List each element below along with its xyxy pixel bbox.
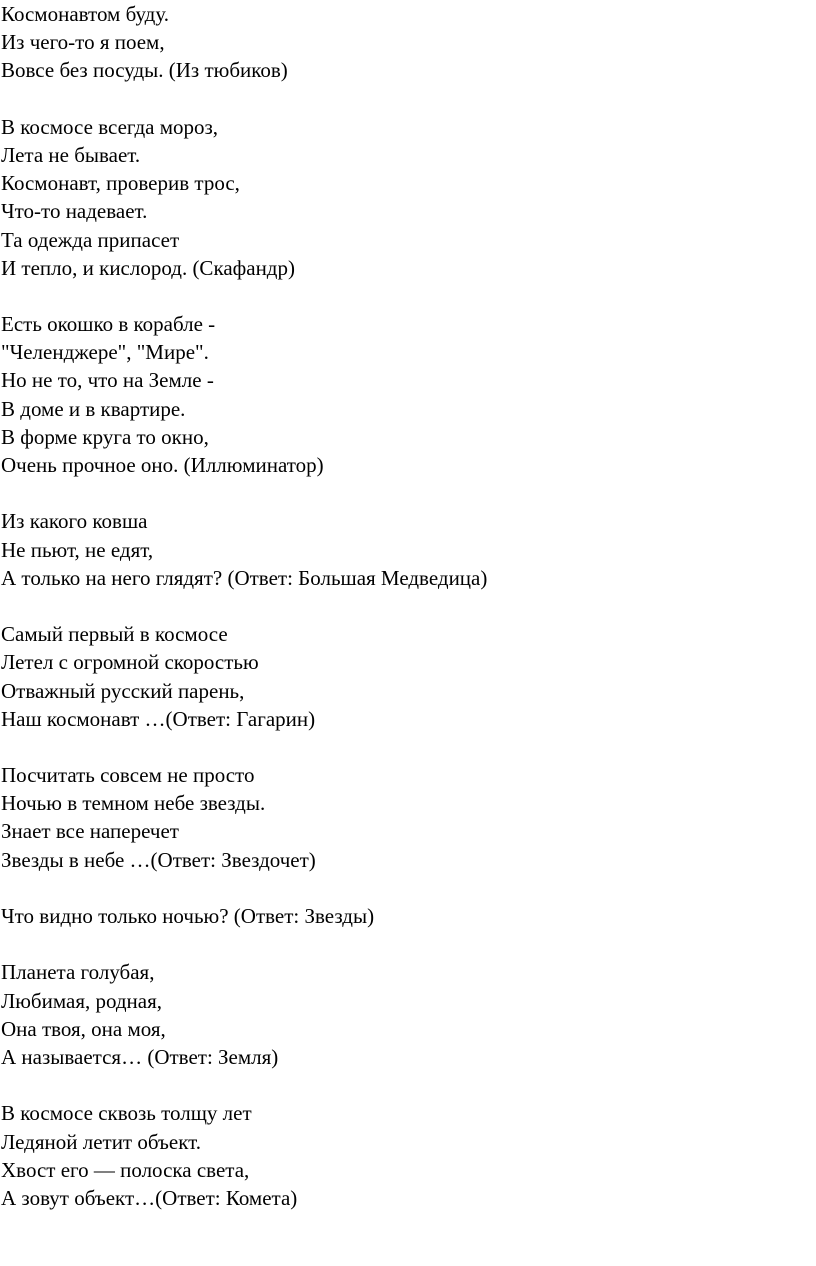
text-line: В космосе сквозь толщу лет: [1, 1101, 252, 1126]
text-line: Не пьют, не едят,: [1, 537, 154, 562]
stanza-gap: [1, 282, 811, 310]
text-line: Наш космонавт …(Ответ: Гагарин): [1, 706, 316, 731]
stanza-gap: [1, 592, 811, 620]
stanza-gap: [1, 930, 811, 958]
stanza: [1, 620, 811, 733]
stanza: [1, 1099, 811, 1212]
text-line: Самый первый в космосе: [1, 622, 228, 647]
text-line: Любимая, родная,: [1, 988, 163, 1013]
text-line: В форме круга то окно,: [1, 424, 209, 449]
text-line: Знает все наперечет: [1, 819, 179, 844]
stanza: [1, 761, 811, 874]
text-line: Та одежда припасет: [1, 227, 180, 252]
text-line: Что-то надевает.: [1, 199, 148, 224]
text-line: Лета не бывает.: [1, 142, 141, 167]
stanza: [1, 0, 811, 85]
text-line: Что видно только ночью? (Ответ: Звезды): [1, 904, 375, 928]
text-line: В доме и в квартире.: [1, 396, 186, 421]
text-line: Отважный русский парень,: [1, 678, 245, 703]
text-line: Ночью в темном небе звезды.: [1, 791, 266, 816]
stanza-gap: [1, 874, 811, 902]
stanza-gap: [1, 1071, 811, 1099]
text-line: Космонавтом буду.: [1, 2, 169, 26]
text-line: Хвост его — полоска света,: [1, 1157, 250, 1182]
stanza: [1, 113, 811, 282]
text-line: А зовут объект…(Ответ: Комета): [1, 1185, 298, 1210]
stanza: [1, 958, 811, 1071]
text-line: Космонавт, проверив трос,: [1, 171, 240, 196]
riddles-text: [1, 0, 811, 1212]
text-line: Звезды в небе …(Ответ: Звездочет): [1, 847, 316, 872]
text-line: Из чего-то я поем,: [1, 30, 165, 55]
text-line: Есть окошко в корабле -: [1, 312, 216, 337]
stanza: [1, 507, 811, 592]
text-line: Ледяной летит объект.: [1, 1129, 201, 1154]
stanza-gap: [1, 733, 811, 761]
text-line: "Челенджере", "Мире".: [1, 340, 209, 365]
stanza: [1, 310, 811, 479]
text-line: А называется… (Ответ: Земля): [1, 1044, 279, 1069]
text-line: Вовсе без посуды. (Из тюбиков): [1, 58, 288, 83]
stanza-gap: [1, 479, 811, 507]
text-line: А только на него глядят? (Ответ: Большая Медведица): [1, 565, 488, 590]
stanza-gap: [1, 85, 811, 113]
text-line: Из какого ковша: [1, 509, 148, 534]
text-line: В космосе всегда мороз,: [1, 114, 219, 139]
text-line: И тепло, и кислород. (Скафандр): [1, 255, 295, 280]
text-line: Планета голубая,: [1, 960, 155, 985]
text-line: Очень прочное оно. (Иллюминатор): [1, 453, 324, 477]
text-line: Посчитать совсем не просто: [1, 763, 255, 788]
text-line: Летел с огромной скоростью: [1, 650, 259, 675]
text-line: Но не то, что на Земле -: [1, 368, 214, 393]
text-line: Она твоя, она моя,: [1, 1016, 166, 1041]
stanza: [1, 902, 811, 930]
